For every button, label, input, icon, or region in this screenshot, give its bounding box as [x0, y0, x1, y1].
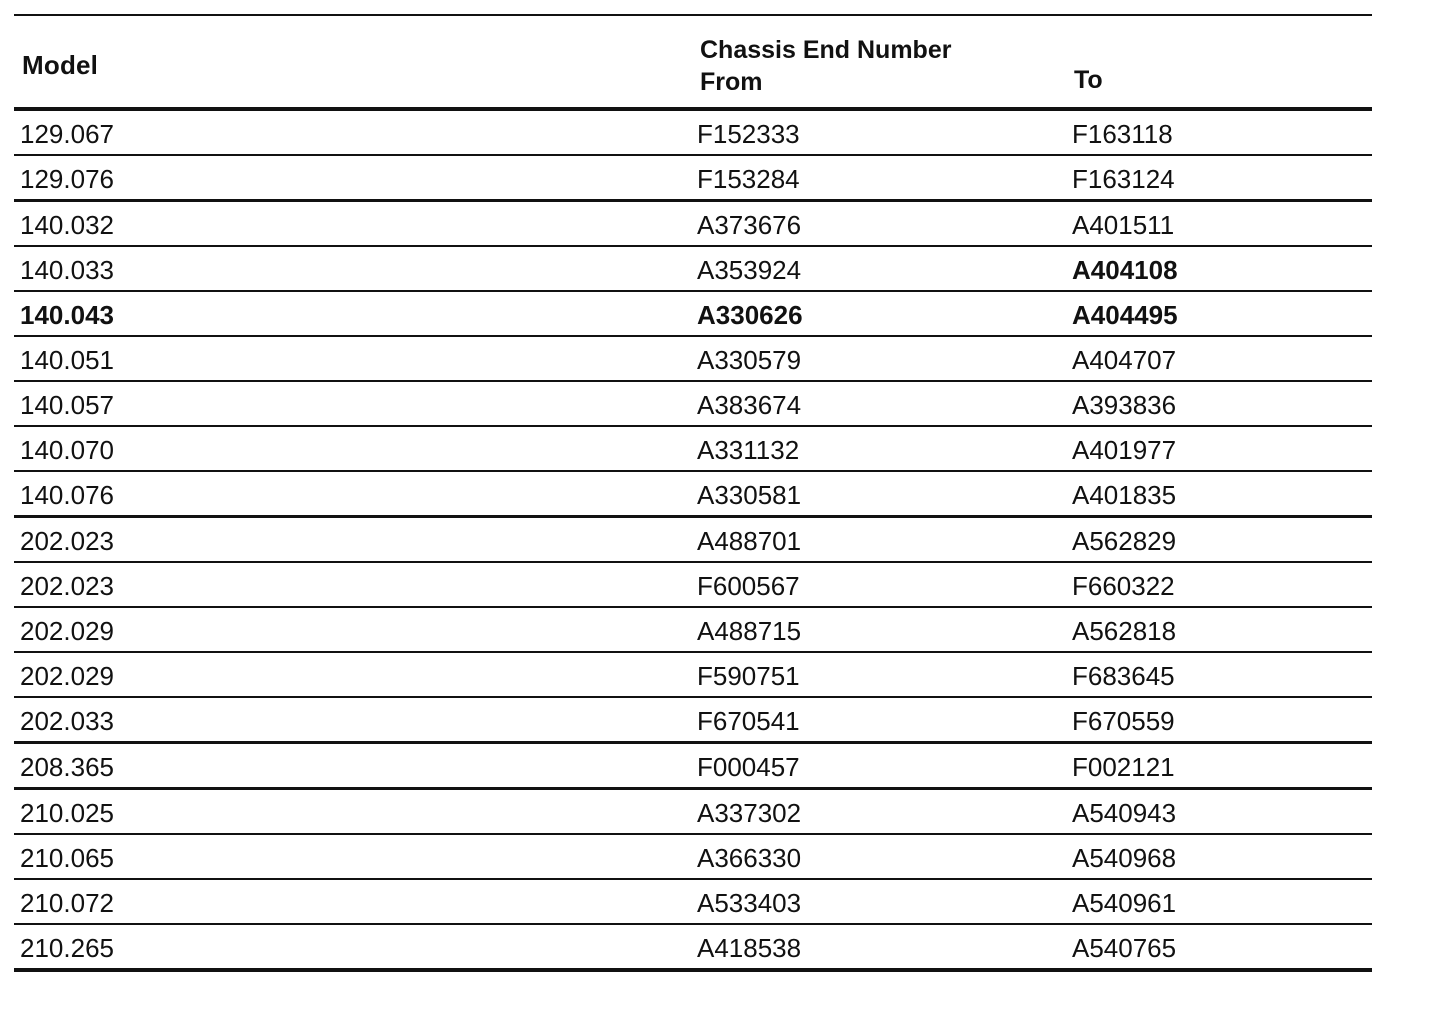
cell-to: A401977 — [1072, 435, 1177, 465]
cell-model: 202.023 — [20, 571, 114, 601]
cell-model: 202.033 — [20, 706, 114, 736]
cell-from: F152333 — [697, 119, 800, 149]
table-row — [14, 790, 1372, 835]
header-to: To — [1074, 66, 1103, 94]
cell-from: A330579 — [697, 345, 802, 375]
cell-from: A418538 — [697, 933, 802, 963]
cell-from: A373676 — [697, 210, 802, 240]
cell-model: 140.076 — [20, 480, 114, 510]
cell-to: A540961 — [1072, 888, 1177, 918]
cell-model: 140.033 — [20, 255, 114, 285]
header-from: From — [700, 68, 763, 96]
table-row — [14, 337, 1372, 382]
table-row — [14, 292, 1372, 337]
cell-from: A488715 — [697, 616, 802, 646]
table-row — [14, 925, 1372, 972]
table-body — [14, 111, 1372, 972]
table-row — [14, 111, 1372, 156]
cell-to: F683645 — [1072, 661, 1175, 691]
table-row — [14, 608, 1372, 653]
chassis-table — [14, 14, 1372, 972]
table-header — [14, 16, 1372, 111]
cell-from: A330626 — [697, 300, 803, 330]
cell-model: 140.057 — [20, 390, 114, 420]
table-row — [14, 156, 1372, 202]
header-chassis-end-number — [700, 34, 951, 98]
cell-from: F590751 — [697, 661, 800, 691]
table-row — [14, 518, 1372, 563]
cell-from: A330581 — [697, 480, 802, 510]
cell-to: A404707 — [1072, 345, 1177, 375]
cell-model: 202.029 — [20, 616, 114, 646]
cell-model: 129.067 — [20, 119, 114, 149]
cell-to: A404108 — [1072, 255, 1178, 285]
cell-from: F600567 — [697, 571, 800, 601]
cell-from: A383674 — [697, 390, 802, 420]
cell-model: 210.072 — [20, 888, 114, 918]
cell-model: 140.043 — [20, 300, 114, 330]
cell-to: A401511 — [1072, 210, 1175, 240]
cell-to: F163118 — [1072, 119, 1173, 149]
header-group-label: Chassis End Number — [700, 36, 952, 64]
table-row — [14, 472, 1372, 518]
cell-to: F163124 — [1072, 164, 1175, 194]
cell-model: 210.025 — [20, 798, 114, 828]
cell-model: 208.365 — [20, 752, 114, 782]
cell-model: 210.265 — [20, 933, 114, 963]
table-row — [14, 880, 1372, 925]
table-row — [14, 653, 1372, 698]
cell-model: 202.029 — [20, 661, 114, 691]
cell-model: 210.065 — [20, 843, 114, 873]
table-row — [14, 382, 1372, 427]
cell-model: 129.076 — [20, 164, 114, 194]
cell-from: A337302 — [697, 798, 802, 828]
cell-to: F002121 — [1072, 752, 1175, 782]
cell-to: A540968 — [1072, 843, 1177, 873]
cell-to: A562829 — [1072, 526, 1177, 556]
table-row — [14, 698, 1372, 744]
cell-from: A366330 — [697, 843, 802, 873]
cell-from: A488701 — [697, 526, 802, 556]
cell-from: A533403 — [697, 888, 802, 918]
cell-to: F670559 — [1072, 706, 1175, 736]
cell-model: 140.032 — [20, 210, 114, 240]
table-row — [14, 427, 1372, 472]
cell-from: F670541 — [697, 706, 800, 736]
cell-to: A393836 — [1072, 390, 1177, 420]
cell-model: 140.051 — [20, 345, 114, 375]
header-model: Model — [22, 50, 99, 80]
table-row — [14, 744, 1372, 790]
table-row — [14, 835, 1372, 880]
cell-model: 140.070 — [20, 435, 114, 465]
cell-to: F660322 — [1072, 571, 1175, 601]
cell-from: F000457 — [697, 752, 800, 782]
cell-from: F153284 — [697, 164, 800, 194]
cell-model: 202.023 — [20, 526, 114, 556]
cell-from: A331132 — [697, 435, 800, 465]
table-row — [14, 563, 1372, 608]
cell-from: A353924 — [697, 255, 802, 285]
cell-to: A540765 — [1072, 933, 1177, 963]
cell-to: A401835 — [1072, 480, 1177, 510]
cell-to: A404495 — [1072, 300, 1178, 330]
cell-to: A540943 — [1072, 798, 1177, 828]
table-row — [14, 202, 1372, 247]
table-row — [14, 247, 1372, 292]
cell-to: A562818 — [1072, 616, 1177, 646]
